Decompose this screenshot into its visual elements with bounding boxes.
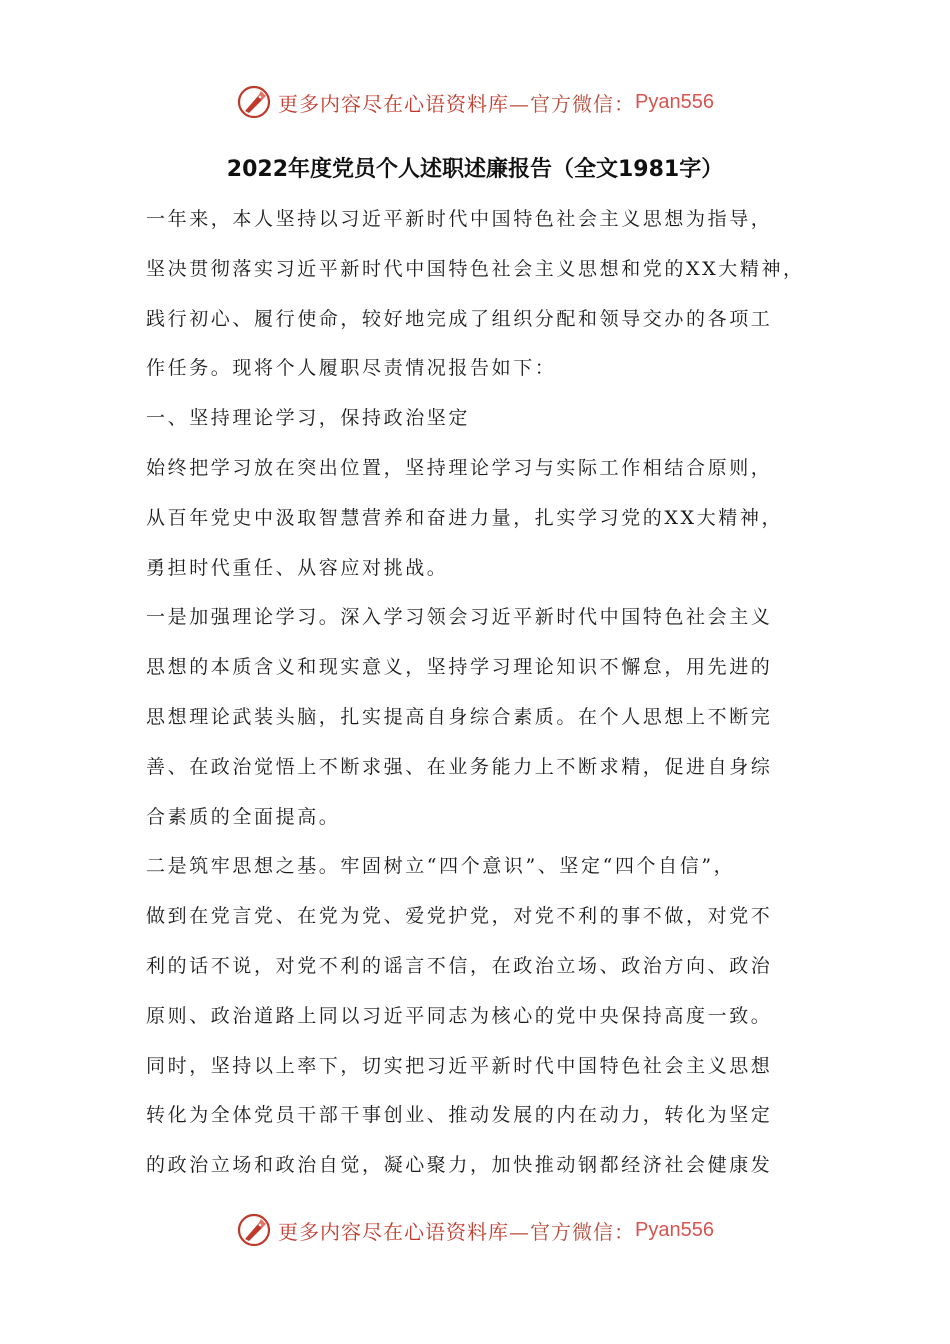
body-line: 原则、政治道路上同以习近平同志为核心的党中央保持高度一致。 xyxy=(146,1004,773,1027)
body-line: 利的话不说，对党不利的谣言不信，在政治立场、政治方向、政治 xyxy=(146,954,773,977)
footer-watermark-banner xyxy=(0,1208,950,1252)
body-line: 作任务。现将个人履职尽责情况报告如下： xyxy=(146,357,557,380)
watermark-wechat-label: —官方微信： xyxy=(509,1219,636,1244)
body-line: 善、在政治觉悟上不断求强、在业务能力上不断求精，促进自身综 xyxy=(146,755,773,778)
document-title: 2022年度党员个人述职述廉报告（全文1981字） xyxy=(226,157,724,182)
body-line: 从百年党史中汲取智慧营养和奋进力量，扎实学习党的XX大精神， xyxy=(146,506,784,529)
body-line: 一是加强理论学习。深入学习领会习近平新时代中国特色社会主义 xyxy=(146,606,773,629)
body-line: 做到在党言党、在党为党、爱党护党，对党不利的事不做，对党不 xyxy=(146,905,773,928)
body-line: 转化为全体党员干部干事创业、推动发展的内在动力，转化为坚定 xyxy=(146,1104,773,1127)
body-line: 践行初心、履行使命，较好地完成了组织分配和领导交办的各项工 xyxy=(146,307,773,330)
pen-nib-circle-icon xyxy=(236,1212,272,1248)
watermark-slogan: 更多内容尽在心语资料库 xyxy=(278,1219,510,1244)
body-line: 思想理论武装头脑，扎实提高自身综合素质。在个人思想上不断完 xyxy=(146,705,773,728)
body-line: 二是筑牢思想之基。牢固树立“四个意识”、坚定“四个自信”， xyxy=(146,855,736,878)
header-watermark-banner xyxy=(0,80,950,124)
body-line: 勇担时代重任、从容应对挑战。 xyxy=(146,556,449,579)
body-line: 坚决贯彻落实习近平新时代中国特色社会主义思想和党的XX大精神， xyxy=(146,257,805,280)
body-line: 始终把学习放在突出位置，坚持理论学习与实际工作相结合原则， xyxy=(146,456,773,479)
document-body xyxy=(146,195,816,1191)
body-line: 一年来，本人坚持以习近平新时代中国特色社会主义思想为指导， xyxy=(146,208,773,230)
body-line: 同时，坚持以上率下，切实把习近平新时代中国特色社会主义思想 xyxy=(146,1054,773,1077)
body-line: 的政治立场和政治自觉，凝心聚力，加快推动钢都经济社会健康发 xyxy=(146,1154,773,1177)
watermark-slogan: 更多内容尽在心语资料库 xyxy=(278,91,510,116)
watermark-wechat-id: Pyan556 xyxy=(635,90,714,113)
body-line: 思想的本质含义和现实意义，坚持学习理论知识不懈怠，用先进的 xyxy=(146,656,773,679)
watermark-wechat-id: Pyan556 xyxy=(635,1218,714,1241)
section-heading: 一、坚持理论学习，保持政治坚定 xyxy=(146,407,471,430)
watermark-wechat-label: —官方微信： xyxy=(509,91,636,116)
body-line: 合素质的全面提高。 xyxy=(146,805,341,828)
pen-nib-circle-icon xyxy=(236,84,272,120)
